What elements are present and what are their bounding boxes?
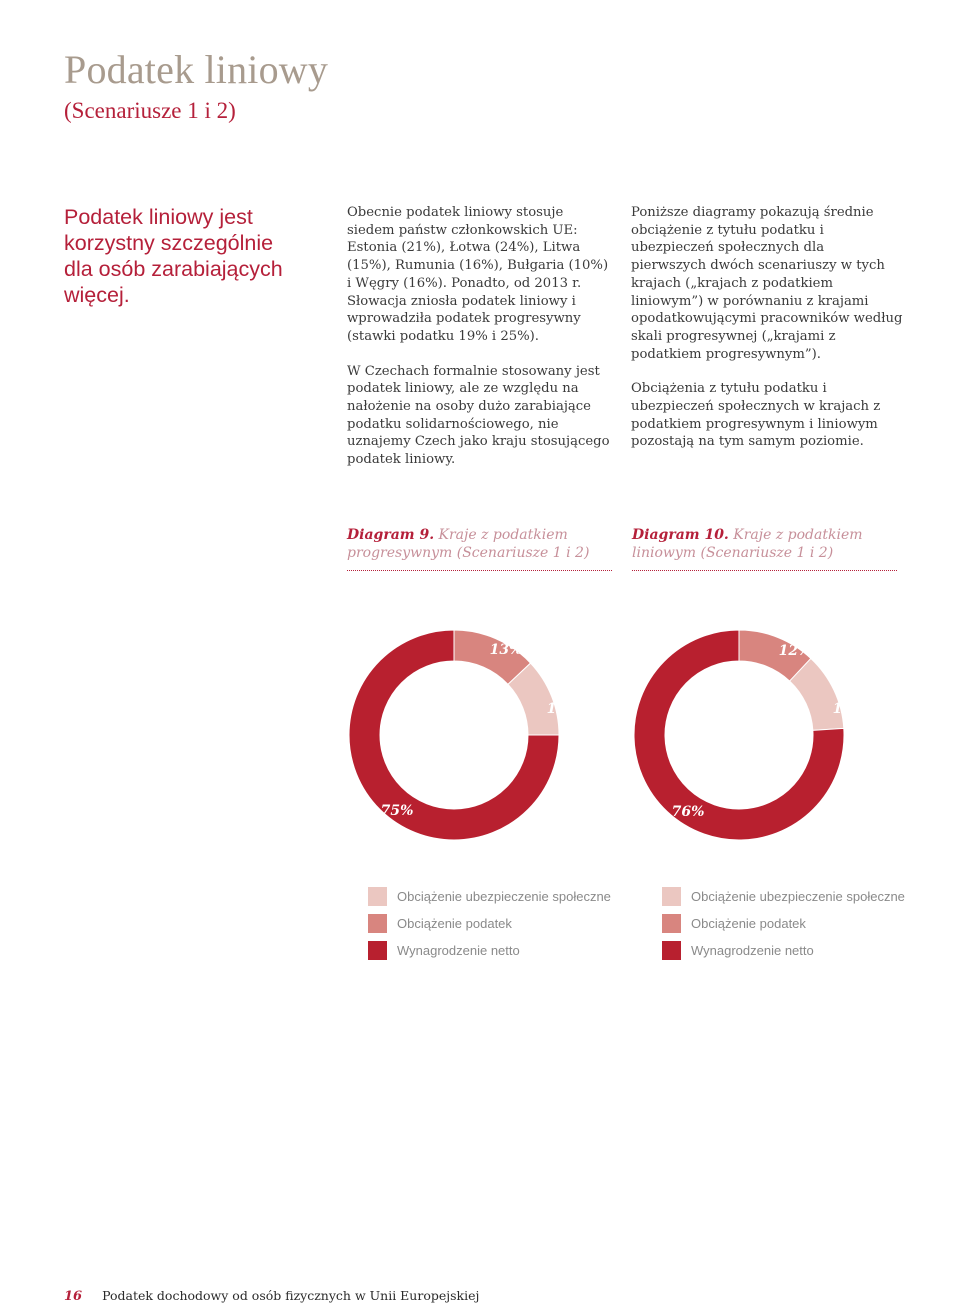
text-column-2 [631, 204, 903, 468]
legend-item-tax [368, 914, 611, 933]
diagram-9-caption [347, 526, 612, 571]
legend-swatch [368, 941, 387, 960]
slice-value-label: 76% [671, 804, 705, 820]
legend-swatch [662, 887, 681, 906]
diagram-caption-text: Kraje z podatkiem liniowym (Scenariusze 1 i 2) [632, 527, 863, 561]
legend-label: Obciążenie ubezpieczenie społeczne [397, 889, 611, 904]
paragraph: Obecnie podatek liniowy stosuje siedem państw członkowskich UE: Estonia (21%), Łotwa (24%), Litwa (15%), Rumunia (16%), Bułgaria (10%) i Węgry (16%). Ponadto, od 2013 r. Słowacja zniosła podatek liniowy i wprowadziła podatek progresywny (stawki podatku 19% i 25%). [347, 205, 609, 344]
legend-swatch [368, 887, 387, 906]
diagram-10-caption [632, 526, 897, 571]
paragraph: Poniższe diagramy pokazują średnie obciążenie z tytułu podatku i ubezpieczeń społecznych dla pierwszych dwóch scenariuszy w tych krajach („krajach z podatkiem liniowym”) w porównaniu z krajami opodatkowującymi pracowników według skali progresywnej („krajami z podatkiem progresywnym”). [631, 205, 903, 362]
legend-label: Wynagrodzenie netto [691, 943, 814, 958]
legend-item-social [662, 887, 905, 906]
footer-text: Podatek dochodowy od osób fizycznych w Unii Europejskiej [102, 1288, 480, 1303]
paragraph: W Czechach formalnie stosowany jest podatek liniowy, ale ze względu na nałożenie na osoby dużo zarabiające podatku solidarnościowego, nie uznajemy Czech jako kraju stosującego podatek liniowy. [347, 363, 610, 468]
legend-swatch [662, 941, 681, 960]
legend-swatch [662, 914, 681, 933]
legend-item-net [368, 941, 611, 960]
diagram-number: Diagram 9. [347, 527, 435, 543]
legend-diagram-9 [368, 887, 611, 968]
legend-item-social [368, 887, 611, 906]
text-column-1 [347, 204, 615, 486]
legend-label: Obciążenie ubezpieczenie społeczne [691, 889, 905, 904]
paragraph: Obciążenia z tytułu podatku i ubezpieczeń społecznych w krajach z podatkiem progresywnym i liniowym pozostają na tym samym poziomie. [631, 381, 881, 450]
donut-chart-diagram-10 [634, 620, 878, 868]
diagram-caption-text: Kraje z podatkiem progresywnym (Scenariusze 1 i 2) [347, 527, 590, 561]
lead-text: Podatek liniowy jest korzystny szczególnie dla osób zarabiających więcej. [64, 205, 283, 307]
diagram-number: Diagram 10. [632, 527, 729, 543]
legend-item-tax [662, 914, 905, 933]
legend-swatch [368, 914, 387, 933]
slice-value-label: 12% [832, 701, 866, 717]
legend-diagram-10 [662, 887, 905, 968]
page-title: Podatek liniowy [64, 47, 329, 92]
donut-chart-diagram-9 [349, 620, 593, 868]
slice-value-label: 12% [546, 701, 580, 717]
page-footer [64, 1288, 479, 1304]
page-subtitle: (Scenariusze 1 i 2) [64, 98, 236, 123]
page-number: 16 [64, 1289, 83, 1304]
legend-label: Obciążenie podatek [397, 916, 512, 931]
legend-label: Wynagrodzenie netto [397, 943, 520, 958]
slice-value-label: 13% [489, 642, 523, 658]
legend-label: Obciążenie podatek [691, 916, 806, 931]
legend-item-net [662, 941, 905, 960]
slice-value-label: 75% [380, 803, 414, 819]
slice-value-label: 12% [778, 643, 812, 659]
